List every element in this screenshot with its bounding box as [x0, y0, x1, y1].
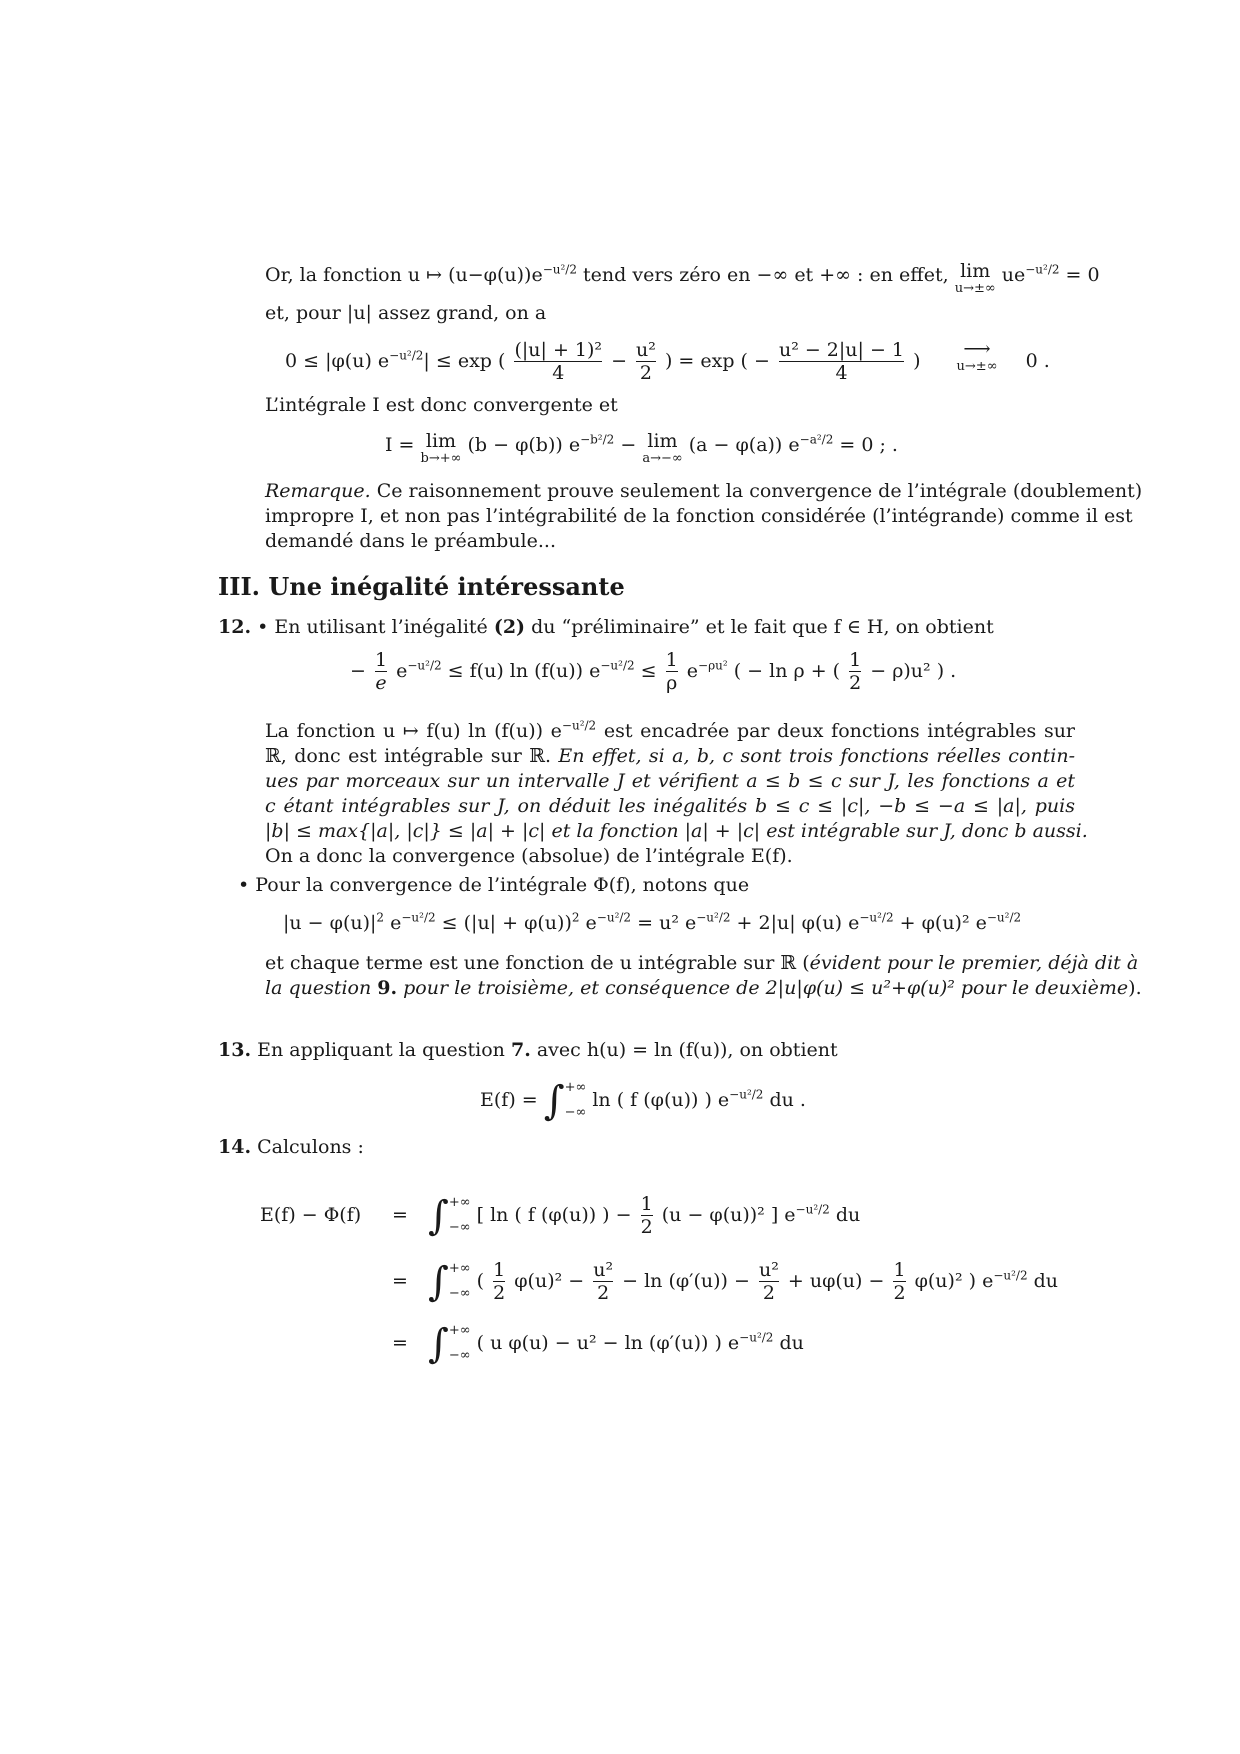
- math: ≤ (|u| + φ(u)): [435, 912, 572, 934]
- remark-line: demandé dans le préambule...: [265, 530, 556, 552]
- lower-bound: −∞: [564, 1105, 587, 1120]
- fraction: [779, 340, 904, 384]
- equation-lhs: E(f) − Φ(f): [260, 1204, 362, 1226]
- lower-bound: −∞: [448, 1348, 471, 1363]
- math: e: [579, 912, 597, 934]
- text: évident pour le premier, déjà dit à: [809, 952, 1139, 974]
- exponent: −u²/2: [859, 910, 894, 925]
- integral-sign: ∫: [428, 1193, 449, 1239]
- equation: [385, 432, 898, 466]
- math: φ(u)² ) e: [914, 1270, 994, 1292]
- numerator: 1: [893, 1259, 906, 1282]
- numerator: u²: [636, 339, 656, 362]
- math: 0 ≤ |φ(u) e: [285, 350, 390, 372]
- denominator: 2: [636, 361, 656, 384]
- math: du: [1027, 1270, 1059, 1292]
- denominator: 2: [640, 1216, 653, 1238]
- fraction: [893, 1260, 905, 1304]
- remark-line: impropre I, et non pas l’intégrabilité de la fonction considérée (l’intégrande) comme il est: [265, 505, 1133, 527]
- limit-sub: u→±∞: [954, 280, 996, 296]
- fraction: [593, 1260, 613, 1304]
- numerator: 1: [849, 649, 862, 672]
- text: En appliquant la question: [251, 1039, 511, 1061]
- text: et chaque terme est une fonction de u intégrable sur ℝ (: [265, 952, 810, 974]
- limit-sub: a→−∞: [642, 450, 683, 466]
- math: (a − φ(a)) e: [688, 434, 800, 456]
- text: la question: [265, 977, 378, 999]
- integral-bounds: [449, 1319, 471, 1368]
- text-line: L’intégrale I est donc convergente et: [265, 394, 618, 416]
- equation-sign: =: [392, 1270, 408, 1292]
- integral-bounds: [449, 1257, 471, 1306]
- math: [ ln ( f (φ(u)) ) −: [476, 1204, 632, 1226]
- numerator: u²: [593, 1259, 614, 1282]
- remark-line: [265, 478, 1142, 504]
- text: tend vers zéro en −∞ et +∞ : en effet,: [576, 264, 949, 286]
- limit-sub: b→+∞: [420, 450, 462, 466]
- math: ≤ f(u) ln (f(u)) e: [441, 660, 601, 682]
- text: Calculons :: [251, 1136, 364, 1158]
- denominator: 2: [893, 1282, 906, 1304]
- text: ).: [1128, 977, 1142, 999]
- exponent: 2: [571, 910, 580, 925]
- math: (b − φ(b)) e: [467, 434, 581, 456]
- denominator: 2: [849, 672, 862, 694]
- integral-sign: ∫: [428, 1321, 449, 1367]
- fraction: [375, 650, 387, 694]
- math: du: [829, 1204, 861, 1226]
- math: E(f) =: [480, 1089, 538, 1111]
- exponent: −u²/2: [729, 1087, 764, 1102]
- limit: [421, 432, 462, 466]
- math: ): [913, 350, 921, 372]
- math: | ≤ exp (: [423, 350, 506, 372]
- math: ≤: [634, 660, 657, 682]
- numerator: 1: [640, 1193, 653, 1216]
- section-heading: III. Une inégalité intéressante: [218, 572, 625, 601]
- exponent: −u²/2: [542, 262, 577, 277]
- text-line: [265, 950, 1139, 976]
- text-line: [218, 1134, 364, 1160]
- question-number: 12.: [218, 616, 252, 638]
- numerator: 1: [374, 649, 388, 672]
- math: = u² e: [631, 912, 697, 934]
- exponent: −u²/2: [986, 910, 1022, 925]
- equation-sign: =: [392, 1204, 408, 1226]
- integral-sign: ∫: [428, 1259, 449, 1305]
- denominator: 2: [493, 1282, 506, 1304]
- text: • En utilisant l’inégalité: [251, 616, 494, 638]
- integral-bounds: [449, 1191, 471, 1240]
- text-line: |b| ≤ max{|a|, |c|} ≤ |a| + |c| et la fonction |a| + |c| est intégrable sur J, donc b aussi.: [265, 820, 1088, 842]
- arrow-sub: u→±∞: [956, 358, 998, 374]
- math: + uφ(u) −: [787, 1270, 885, 1292]
- math: e: [686, 660, 699, 682]
- math: ( u φ(u) − u² − ln (φ′(u)) ) e: [476, 1332, 740, 1354]
- text-line: • Pour la convergence de l’intégrale Φ(f), notons que: [238, 874, 750, 896]
- text-line: [265, 743, 1075, 769]
- denominator: ρ: [666, 672, 678, 694]
- denominator: 4: [779, 361, 904, 384]
- math: − ln (φ′(u)) −: [622, 1270, 750, 1292]
- text-line: [218, 1037, 838, 1063]
- math: + 2|u| φ(u) e: [730, 912, 860, 934]
- denominator: 4: [514, 361, 602, 384]
- equation-sign: =: [392, 1332, 408, 1354]
- remark-label: Remarque.: [265, 480, 371, 502]
- lower-bound: −∞: [448, 1220, 471, 1235]
- exponent: 2: [376, 910, 385, 925]
- limit-op: lim: [960, 260, 991, 282]
- question-number: 14.: [218, 1136, 252, 1158]
- numerator: 1: [665, 649, 678, 672]
- exponent: −u²/2: [1025, 262, 1060, 277]
- text: = 0: [1059, 264, 1100, 286]
- math: φ(u)² −: [514, 1270, 585, 1292]
- text: est encadrée par deux fonctions intégrables sur: [596, 720, 1076, 742]
- fraction: [666, 650, 678, 694]
- fraction: [759, 1260, 779, 1304]
- exponent: −u²/2: [739, 1330, 774, 1345]
- math: −: [614, 434, 637, 456]
- question-number: 13.: [218, 1039, 252, 1061]
- math: ) = exp ( −: [664, 350, 770, 372]
- equation: [350, 648, 956, 694]
- text-line: c étant intégrables sur J, on déduit les inégalités b ≤ c ≤ |c|, −b ≤ −a ≤ |a|, puis: [265, 795, 1075, 817]
- math: − ρ)u² ) .: [870, 660, 957, 682]
- equation: [283, 910, 1021, 936]
- text-line: [265, 975, 1142, 1001]
- exponent: −u²/2: [596, 910, 632, 925]
- math: |u − φ(u)|: [283, 912, 377, 934]
- equation-row: [428, 1251, 1058, 1311]
- text-line: [265, 718, 1075, 744]
- arrow-limit: [957, 340, 998, 374]
- fraction: [641, 1194, 653, 1238]
- exponent: −ρu²: [698, 658, 728, 673]
- numerator: u² − 2|u| − 1: [778, 339, 905, 362]
- math: = 0 ; .: [833, 434, 898, 456]
- math: (: [476, 1270, 485, 1292]
- limit-op: lim: [647, 430, 678, 452]
- denominator: 2: [759, 1281, 779, 1304]
- exponent: −u²/2: [993, 1268, 1028, 1283]
- math: 0 .: [1025, 350, 1050, 372]
- arrow: ⟶: [963, 338, 991, 360]
- fraction: [493, 1260, 505, 1304]
- limit: [955, 262, 996, 296]
- text: avec h(u) = ln (f(u)), on obtient: [530, 1039, 838, 1061]
- math: + φ(u)² e: [893, 912, 987, 934]
- text-line: On a donc la convergence (absolue) de l’intégrale E(f).: [265, 845, 793, 867]
- upper-bound: +∞: [564, 1080, 587, 1096]
- integral-bounds: [565, 1076, 587, 1125]
- math: du .: [763, 1089, 806, 1111]
- exponent: −u²/2: [389, 348, 424, 363]
- math: (u − φ(u))² ] e: [661, 1204, 796, 1226]
- limit-op: lim: [425, 430, 457, 452]
- math: −: [350, 660, 366, 682]
- text: ue: [995, 264, 1026, 286]
- text: du “préliminaire” et le fait que f ∈ H, on obtient: [525, 616, 994, 638]
- equation: [285, 340, 1050, 384]
- exponent: −u²/2: [401, 910, 436, 925]
- exponent: −a²/2: [799, 432, 834, 447]
- text: 7.: [510, 1039, 531, 1061]
- numerator: u²: [758, 1259, 779, 1282]
- text: ℝ, donc est intégrable sur ℝ.: [265, 745, 552, 767]
- exponent: −b²/2: [580, 432, 615, 447]
- lower-bound: −∞: [448, 1286, 471, 1301]
- fraction: [849, 650, 861, 694]
- exponent: −u²/2: [407, 658, 442, 673]
- text: Or, la fonction u ↦ (u−φ(u))e: [265, 264, 543, 286]
- limit: [642, 432, 682, 466]
- math: e: [396, 660, 408, 682]
- equation: [480, 1070, 806, 1130]
- text: 9.: [377, 977, 398, 999]
- text-line: ues par morceaux sur un intervalle J et vérifient a ≤ b ≤ c sur J, les fonctions a et: [265, 770, 1075, 792]
- numerator: 1: [493, 1259, 506, 1282]
- equation-row: [428, 1313, 804, 1373]
- fraction: [514, 340, 602, 384]
- fraction: [636, 340, 656, 384]
- math: ( − ln ρ + (: [727, 660, 841, 682]
- math: I =: [385, 434, 415, 456]
- upper-bound: +∞: [448, 1195, 471, 1211]
- upper-bound: +∞: [448, 1261, 471, 1277]
- text: pour le troisième, et conséquence de 2|u|φ(u) ≤ u²+φ(u)² pour le deuxième: [397, 977, 1129, 999]
- math: du: [773, 1332, 804, 1354]
- denominator: e: [375, 672, 387, 694]
- exponent: −u²/2: [600, 658, 635, 673]
- math: −: [611, 350, 627, 372]
- upper-bound: +∞: [448, 1323, 471, 1339]
- exponent: −u²/2: [561, 718, 597, 733]
- math: ln ( f (φ(u)) ) e: [592, 1089, 730, 1111]
- text-line: [265, 262, 1100, 296]
- math: e: [384, 912, 402, 934]
- text: La fonction u ↦ f(u) ln (f(u)) e: [265, 720, 562, 742]
- text-line: [218, 614, 994, 640]
- integral-sign: ∫: [543, 1078, 565, 1124]
- text: Ce raisonnement prouve seulement la convergence de l’intégrale (doublement): [370, 480, 1143, 502]
- text: En effet, si a, b, c sont trois fonctions réelles contin-: [551, 745, 1075, 767]
- text: (2): [493, 616, 526, 638]
- denominator: 2: [593, 1281, 613, 1304]
- text-line: et, pour |u| assez grand, on a: [265, 302, 547, 324]
- equation-row: [428, 1185, 860, 1245]
- exponent: −u²/2: [696, 910, 731, 925]
- numerator: (|u| + 1)²: [514, 339, 603, 362]
- exponent: −u²/2: [795, 1202, 830, 1217]
